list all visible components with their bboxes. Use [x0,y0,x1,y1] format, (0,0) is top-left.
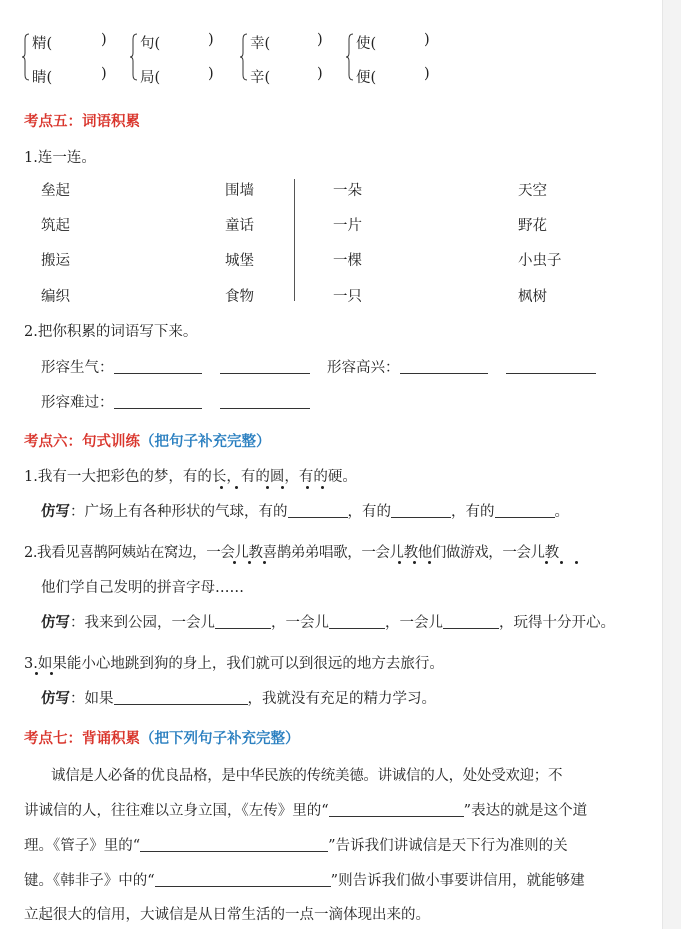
match-word: 筑起 [41,218,70,234]
imitation-text: 。 [554,504,569,520]
page-edge [662,0,681,929]
pair-1-bottom: 睛( [32,70,53,86]
column-divider [294,179,295,301]
imitation-label: 仿写 [41,691,70,707]
pair-4-top: 使( [356,36,377,52]
imitation-text: ，有的 [451,504,495,520]
match-word: 童话 [225,218,254,234]
imitation-text: ，一会儿 [385,615,443,631]
answer-blank[interactable] [220,394,310,409]
match-word: 小虫子 [518,253,562,269]
imitation-text: ：广场上有各种形状的气球，有的 [70,504,288,520]
emphasis-dot [398,561,401,564]
imitation-label: 仿写 [41,615,70,631]
section-6-title: 考点六：句式训练 [24,434,140,450]
match-word: 天空 [518,183,547,199]
imitation-text: ，我就没有充足的精力学习。 [247,691,436,707]
brace-icon [130,33,138,81]
match-word: 垒起 [41,183,70,199]
pair-3-top-close: ) [317,32,323,48]
sad-row [41,391,310,412]
angry-label: 形容生气： [41,360,114,376]
emphasis-dot [35,672,38,675]
emphasis-dot [266,486,269,489]
emphasis-dot [281,486,284,489]
answer-blank[interactable] [114,690,248,705]
angry-row [41,356,310,377]
imitation-label: 仿写 [41,504,70,520]
emphasis-dot [50,672,53,675]
emphasis-dot [428,561,431,564]
answer-blank[interactable] [288,503,348,518]
pair-2-top: 句( [140,36,161,52]
emphasis-dot [235,486,238,489]
emphasis-dot [263,561,266,564]
emphasis-dot [233,561,236,564]
match-word: 枫树 [518,289,547,305]
answer-blank[interactable] [495,503,555,518]
s3-imitation [41,687,436,708]
para-text: 键。《韩非子》中的“ [24,873,155,889]
match-word: 一片 [333,218,362,234]
q2-prompt: 2.把你积累的词语写下来。 [24,324,198,340]
section-7-subtitle: （把下列句子补充完整） [140,731,300,747]
pair-2-top-close: ) [208,32,214,48]
emphasis-dot [321,486,324,489]
brace-icon [346,33,354,81]
section-7-title: 考点七：背诵积累 [24,731,140,747]
s2-imitation [41,611,615,632]
answer-blank[interactable] [391,503,451,518]
brace-icon [22,33,30,81]
pair-4-bottom: 便( [356,70,377,86]
answer-blank[interactable] [329,802,464,817]
happy-row [327,356,596,377]
para-line-2 [24,799,587,820]
q1-prompt: 1.连一连。 [24,150,96,166]
para-text: 讲诚信的人，往往难以立身立国，《左传》里的“ [24,803,329,819]
pair-1-top: 精( [32,36,53,52]
answer-blank[interactable] [114,394,202,409]
section-6-subtitle: （把句子补充完整） [140,434,271,450]
para-text: 理。《管子》里的“ [24,838,141,854]
s3-sentence: 3.如果能小心地跳到狗的身上，我们就可以到很远的地方去旅行。 [24,656,444,672]
para-line-1: 诚信是人必备的优良品格，是中华民族的传统美德。讲诚信的人，处处受欢迎；不 [51,768,563,784]
answer-blank[interactable] [220,359,310,374]
emphasis-dot [575,561,578,564]
answer-blank[interactable] [155,872,331,887]
answer-blank[interactable] [506,359,596,374]
imitation-text: ：我来到公园，一会儿 [70,615,215,631]
emphasis-dot [248,561,251,564]
match-word: 一棵 [333,253,362,269]
pair-2-bottom-close: ) [208,66,214,82]
match-word: 一只 [333,289,362,305]
sad-label: 形容难过： [41,395,114,411]
para-line-4 [24,869,585,890]
s2-line-1: 2.我看见喜鹊阿姨站在窝边，一会儿教喜鹊弟弟唱歌，一会儿教他们做游戏，一会儿教 [24,545,559,561]
imitation-text: ：如果 [70,691,114,707]
para-text: ”告诉我们讲诚信是天下行为准则的关 [328,838,568,854]
section-5-heading [24,110,140,131]
imitation-text: ，玩得十分开心。 [499,615,615,631]
pair-1-top-close: ) [101,32,107,48]
pair-1-bottom-close: ) [101,66,107,82]
section-7-heading [24,727,300,748]
section-5-title: 考点五：词语积累 [24,114,140,130]
match-word: 围墙 [225,183,254,199]
match-word: 搬运 [41,253,70,269]
pair-3-top: 幸( [250,36,271,52]
pair-3-bottom-close: ) [317,66,323,82]
imitation-text: ，一会儿 [271,615,329,631]
pair-2-bottom: 局( [140,70,161,86]
s1-imitation [41,500,569,521]
para-line-3 [24,834,568,855]
match-word: 野花 [518,218,547,234]
emphasis-dot [545,561,548,564]
answer-blank[interactable] [140,837,328,852]
answer-blank[interactable] [400,359,488,374]
answer-blank[interactable] [114,359,202,374]
pair-4-top-close: ) [424,32,430,48]
section-6-heading [24,430,271,451]
emphasis-dot [306,486,309,489]
s1-sentence: 1.我有一大把彩色的梦，有的长，有的圆，有的硬。 [24,469,357,485]
happy-label: 形容高兴： [327,360,400,376]
emphasis-dot [560,561,563,564]
answer-blank[interactable] [215,614,271,629]
para-text: ”表达的就是这个道 [463,803,588,819]
pair-3-bottom: 辛( [250,70,271,86]
para-text: ”则告诉我们做小事要讲信用，就能够建 [330,873,585,889]
match-word: 一朵 [333,183,362,199]
para-line-5: 立起很大的信用，大诚信是从日常生活的一点一滴体现出来的。 [24,907,430,923]
match-word: 城堡 [225,253,254,269]
pair-4-bottom-close: ) [424,66,430,82]
s2-line-2: 他们学自己发明的拼音字母…… [41,580,244,596]
answer-blank[interactable] [329,614,385,629]
brace-icon [240,33,248,81]
answer-blank[interactable] [443,614,499,629]
match-word: 食物 [225,289,254,305]
imitation-text: ，有的 [347,504,391,520]
emphasis-dot [220,486,223,489]
emphasis-dot [413,561,416,564]
match-word: 编织 [41,289,70,305]
